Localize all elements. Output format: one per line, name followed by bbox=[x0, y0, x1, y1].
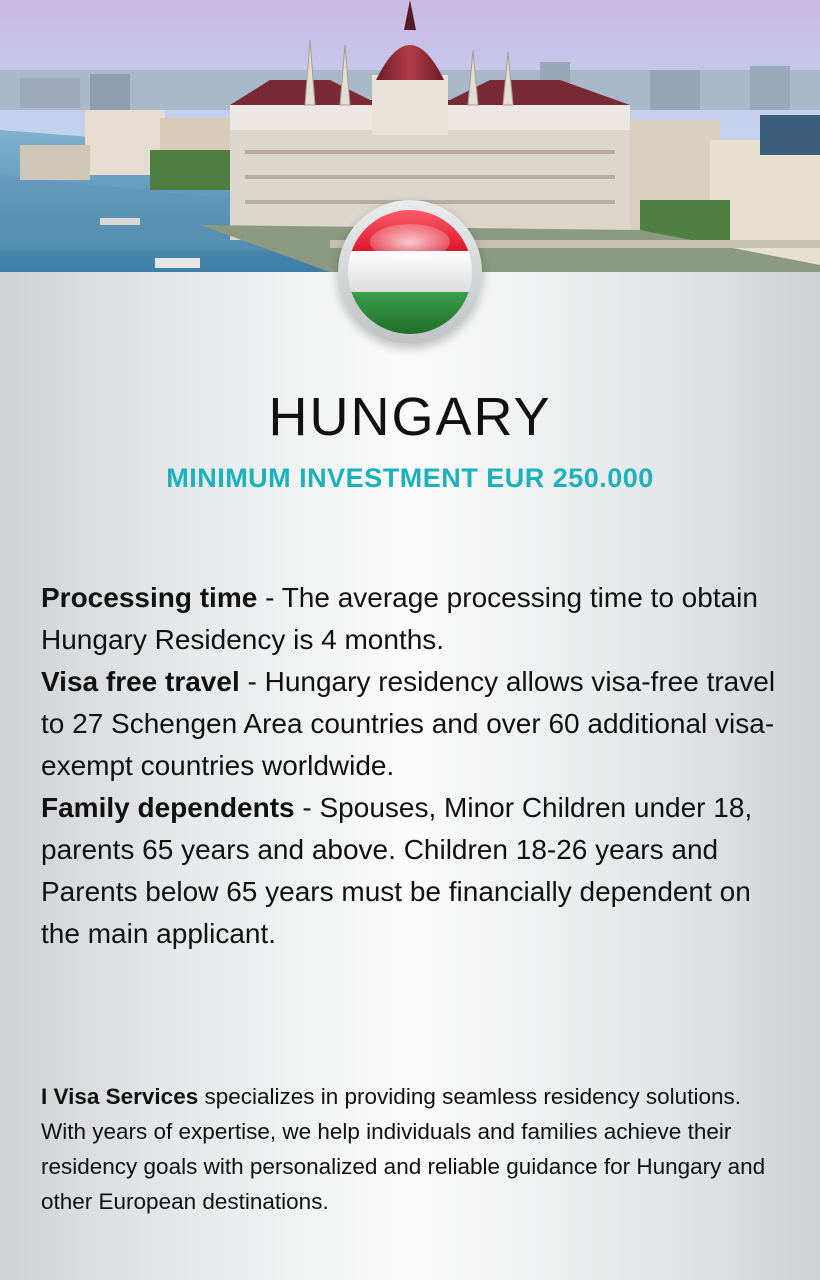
detail-text-family: - Spouses, Minor Children under 18, parents 65 years and above. Children 18-26 years and Parents below 65 years must be financially dependent on the main applicant. bbox=[41, 792, 753, 949]
hungary-flag-icon bbox=[338, 200, 482, 344]
country-title: HUNGARY bbox=[268, 387, 552, 447]
detail-label-family: Family dependents bbox=[41, 792, 295, 823]
detail-label-processing: Processing time bbox=[41, 582, 258, 613]
brand-name: I Visa Services bbox=[41, 1084, 199, 1109]
about-text bbox=[41, 1079, 791, 1219]
detail-text-processing: - The average processing time to obtain Hungary Residency is 4 months. bbox=[41, 582, 758, 655]
minimum-investment: MINIMUM INVESTMENT EUR 250.000 bbox=[166, 463, 654, 493]
detail-text-visa: - Hungary residency allows visa-free travel to 27 Schengen Area countries and over 60 additional visa-exempt countries worldwide. bbox=[41, 666, 776, 781]
detail-label-visa: Visa free travel bbox=[41, 666, 240, 697]
about-description: specializes in providing seamless residency solutions. With years of expertise, we help individuals and families achieve their residency goals with personalized and reliable guidance for Hungary and other European destinations. bbox=[41, 1084, 766, 1214]
details-text bbox=[41, 577, 791, 955]
